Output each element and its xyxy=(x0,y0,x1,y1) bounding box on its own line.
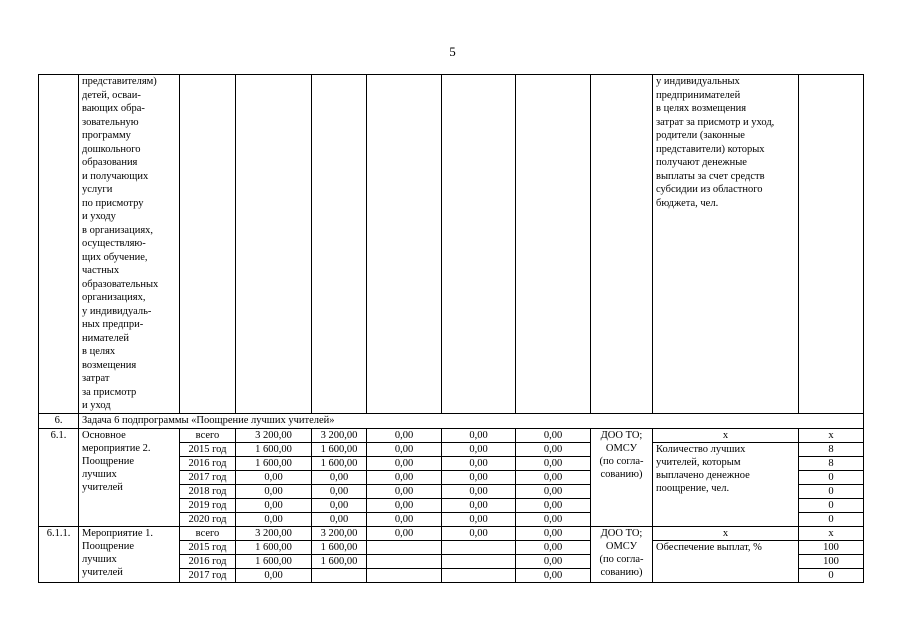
funding-cell xyxy=(442,568,516,582)
total-cell: 3 200,00 xyxy=(236,428,312,442)
period-cell: 2015 год xyxy=(180,540,236,554)
task-row xyxy=(39,414,864,429)
indicator-cell: х xyxy=(653,428,799,442)
total-cell: 0,00 xyxy=(236,470,312,484)
table-row xyxy=(39,526,864,540)
indicator-description: Количество лучших учителей, которым выплачено денежное поощрение, чел. xyxy=(653,442,799,526)
funding-cell: 1 600,00 xyxy=(312,442,367,456)
value-cell: х xyxy=(799,428,864,442)
item-name: Мероприятие 1. Поощрение лучших учителей xyxy=(79,526,180,582)
value-cell: 8 xyxy=(799,442,864,456)
funding-cell: 0,00 xyxy=(367,526,442,540)
continuation-indicator: у индивидуальных предпринимателей в целях возмещения затрат за присмотр и уход, родители (законные представители) которых получают денежные выплаты за счет средств субсидии из областного бюджета, чел. xyxy=(653,75,799,414)
value-cell: 100 xyxy=(799,554,864,568)
funding-cell: 0,00 xyxy=(442,512,516,526)
funding-cell xyxy=(312,568,367,582)
total-cell: 1 600,00 xyxy=(236,540,312,554)
continuation-row xyxy=(39,75,864,414)
total-cell: 1 600,00 xyxy=(236,456,312,470)
indicator-description: Обеспечение выплат, % xyxy=(653,540,799,582)
funding-cell: 0,00 xyxy=(367,428,442,442)
funding-cell: 0,00 xyxy=(442,484,516,498)
funding-cell: 0,00 xyxy=(516,470,591,484)
funding-cell: 0,00 xyxy=(442,498,516,512)
period-cell: 2016 год xyxy=(180,456,236,470)
funding-cell: 0,00 xyxy=(367,442,442,456)
funding-cell: 0,00 xyxy=(442,456,516,470)
funding-cell: 0,00 xyxy=(367,470,442,484)
funding-cell: 0,00 xyxy=(312,498,367,512)
funding-cell: 0,00 xyxy=(516,568,591,582)
funding-cell: 0,00 xyxy=(516,512,591,526)
total-cell: 1 600,00 xyxy=(236,442,312,456)
program-table xyxy=(38,74,864,583)
value-cell: 0 xyxy=(799,484,864,498)
value-cell: 0 xyxy=(799,470,864,484)
item-name: Основное мероприятие 2. Поощрение лучших учителей xyxy=(79,428,180,526)
funding-cell xyxy=(367,540,442,554)
funding-cell: 0,00 xyxy=(367,512,442,526)
total-cell: 0,00 xyxy=(236,512,312,526)
period-cell: 2019 год xyxy=(180,498,236,512)
funding-cell: 3 200,00 xyxy=(312,526,367,540)
table-row xyxy=(39,428,864,442)
value-cell: 8 xyxy=(799,456,864,470)
funding-cell: 0,00 xyxy=(516,554,591,568)
indicator-cell: х xyxy=(653,526,799,540)
funding-cell xyxy=(442,554,516,568)
total-cell: 0,00 xyxy=(236,498,312,512)
value-cell: 100 xyxy=(799,540,864,554)
funding-cell: 0,00 xyxy=(312,470,367,484)
period-cell: 2020 год xyxy=(180,512,236,526)
funding-cell: 1 600,00 xyxy=(312,554,367,568)
period-cell: 2017 год xyxy=(180,470,236,484)
value-cell: 0 xyxy=(799,512,864,526)
task-title: Задача 6 подпрограммы «Поощрение лучших учителей» xyxy=(79,414,864,429)
total-cell: 0,00 xyxy=(236,568,312,582)
funding-cell: 0,00 xyxy=(367,498,442,512)
item-number: 6.1. xyxy=(39,428,79,526)
period-cell: 2015 год xyxy=(180,442,236,456)
executor-cell: ДОО ТО; ОМСУ (по согла- сованию) xyxy=(591,526,653,582)
funding-cell xyxy=(442,540,516,554)
period-cell: всего xyxy=(180,526,236,540)
funding-cell: 0,00 xyxy=(516,484,591,498)
funding-cell: 0,00 xyxy=(516,428,591,442)
value-cell: 0 xyxy=(799,498,864,512)
value-cell: х xyxy=(799,526,864,540)
funding-cell: 0,00 xyxy=(442,442,516,456)
funding-cell: 0,00 xyxy=(516,526,591,540)
funding-cell: 0,00 xyxy=(442,526,516,540)
funding-cell: 0,00 xyxy=(312,484,367,498)
funding-cell xyxy=(367,568,442,582)
funding-cell: 0,00 xyxy=(312,512,367,526)
continuation-description: представителям) детей, осваи- вающих обра- зовательную программу дошкольного образования и получающих услуги по присмотру и уходу в организациях, осуществляю- щих обучение, частных образовательных организациях, у индивидуаль- ных предпри- нимателей в целях возмещения затрат за присмотр и уход xyxy=(79,75,180,414)
executor-cell: ДОО ТО; ОМСУ (по согла- сованию) xyxy=(591,428,653,526)
total-cell: 3 200,00 xyxy=(236,526,312,540)
funding-cell: 0,00 xyxy=(367,456,442,470)
period-cell: 2016 год xyxy=(180,554,236,568)
value-cell: 0 xyxy=(799,568,864,582)
funding-cell: 1 600,00 xyxy=(312,456,367,470)
total-cell: 1 600,00 xyxy=(236,554,312,568)
funding-cell: 0,00 xyxy=(516,456,591,470)
funding-cell: 1 600,00 xyxy=(312,540,367,554)
funding-cell: 0,00 xyxy=(516,498,591,512)
funding-cell xyxy=(367,554,442,568)
period-cell: 2017 год xyxy=(180,568,236,582)
funding-cell: 0,00 xyxy=(367,484,442,498)
period-cell: 2018 год xyxy=(180,484,236,498)
page-number: 5 xyxy=(449,44,456,59)
funding-cell: 0,00 xyxy=(442,428,516,442)
funding-cell: 0,00 xyxy=(516,442,591,456)
funding-cell: 0,00 xyxy=(516,540,591,554)
item-number: 6.1.1. xyxy=(39,526,79,582)
funding-cell: 3 200,00 xyxy=(312,428,367,442)
period-cell: всего xyxy=(180,428,236,442)
funding-cell: 0,00 xyxy=(442,470,516,484)
total-cell: 0,00 xyxy=(236,484,312,498)
task-number: 6. xyxy=(39,414,79,429)
